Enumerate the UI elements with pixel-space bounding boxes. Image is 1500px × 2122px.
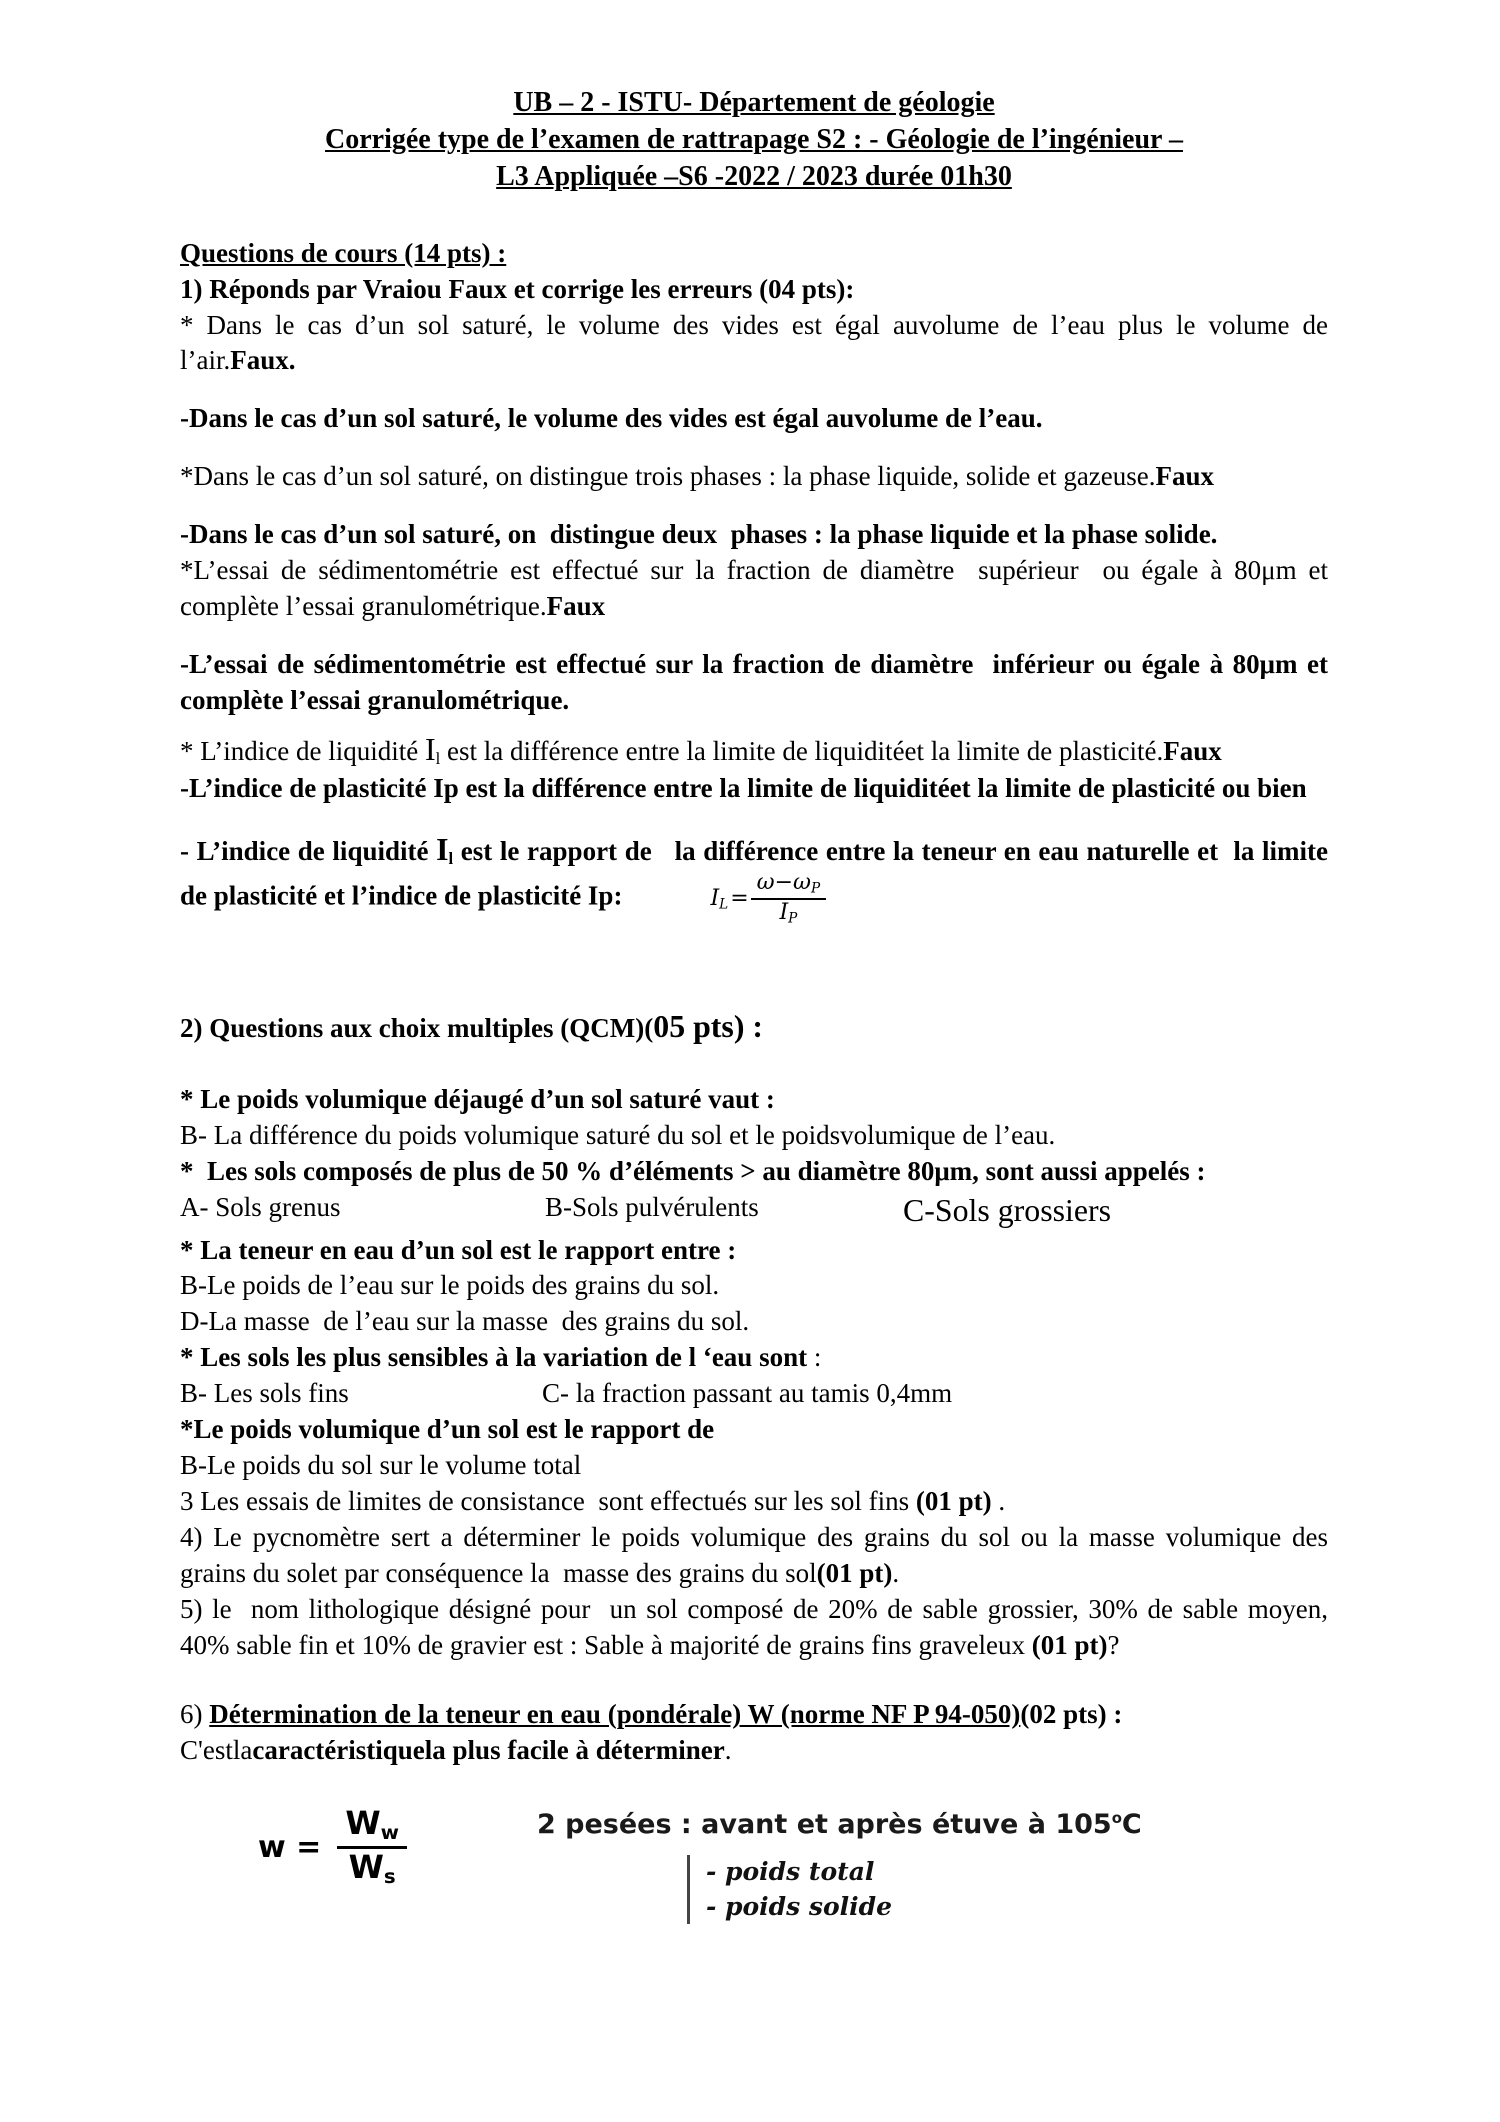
- text-run: 5) le nom lithologique désigné pour un sol composé de 20% de sable grossier, 30% de sable moyen, 40% sable fin et 10% de gravier est : Sable à majorité de grains fins graveleux: [180, 1593, 1328, 1660]
- title-line-3: L3 Appliquée –S6 -2022 / 2023 durée 01h30: [496, 161, 1012, 193]
- qcm-option: [180, 1190, 545, 1232]
- text-run: (01 pt): [915, 1485, 992, 1516]
- paragraph: [180, 308, 1328, 380]
- text-run: 6): [180, 1699, 210, 1730]
- text-run: -L’essai de sédimentométrie est effectué sur la fraction de diamètre inférieur ou égale à 80μm et complète l’essai granulométrique.: [180, 648, 1328, 715]
- paragraph: [180, 829, 1328, 926]
- text-run: (01 pt): [1031, 1629, 1108, 1660]
- text-run: * Le poids volumique déjaugé d’un sol saturé vaut :: [180, 1084, 775, 1115]
- text-run: .: [724, 1735, 732, 1766]
- paragraph: [180, 647, 1328, 719]
- paragraph: [180, 1592, 1328, 1664]
- document-header: [180, 84, 1328, 196]
- text-run: C- la fraction passant au tamis 0,4mm: [542, 1378, 953, 1409]
- text-run: * Les sols composés de plus de 50 % d’éléments > au diamètre 80μm, sont aussi appelés :: [180, 1156, 1206, 1187]
- text-run: 2) Questions aux choix multiples (QCM)(: [180, 1013, 654, 1044]
- paragraph: [180, 272, 1328, 308]
- text-run: (02 pts) :: [1020, 1699, 1123, 1730]
- qcm-option-row: [180, 1376, 1328, 1412]
- text-run: *Dans le cas d’un sol saturé, on distingue trois phases : la phase liquide, solide et gazeuse.: [180, 461, 1156, 492]
- paragraph: [180, 401, 1328, 437]
- title-line-1: UB – 2 - ISTU- Département de géologie: [513, 87, 995, 118]
- text-run: -L’indice de plasticité Ip est la différence entre la limite de liquiditéet la limite de plasticité ou bien: [180, 773, 1307, 804]
- text-run: C'estla: [180, 1735, 253, 1766]
- text-run: * Les sols les plus sensibles à la variation de l ‘eau sont: [180, 1342, 808, 1373]
- il-formula-lhs: [710, 886, 728, 911]
- paragraph: [180, 1154, 1328, 1190]
- text-run: w: [380, 1821, 399, 1845]
- text-run: C: [1121, 1809, 1142, 1841]
- text-run: *L’essai de sédimentométrie est effectué sur la fraction de diamètre supérieur ou égale à 80μm et complète l’essai granulométrique.: [180, 555, 1328, 621]
- paragraph: [180, 1697, 1328, 1733]
- text-run: P: [788, 910, 798, 927]
- text-run: -Dans le cas d’un sol saturé, le volume des vides est égal auvolume de l’eau.: [180, 403, 1043, 434]
- text-run: 1) Réponds par Vraiou Faux et corrige les erreurs (04 pts):: [180, 273, 855, 304]
- paragraph: [180, 1340, 1328, 1376]
- fraction: [751, 871, 826, 926]
- text-run: Faux.: [230, 345, 296, 376]
- text-run: :: [807, 1342, 822, 1373]
- text-run: A- Sols grenus: [180, 1192, 341, 1223]
- paragraph: [180, 1233, 1328, 1269]
- weight-items-list: [687, 1855, 1142, 1924]
- text-run: B-Sols pulvérulents: [545, 1192, 759, 1223]
- text-run: 4) Le pycnomètre sert a déterminer le poids volumique des grains du sol ou la masse volumique des grains du solet par conséquence la masse des grains du sol: [180, 1521, 1328, 1588]
- text-run: * L’indice de liquidité: [180, 735, 425, 766]
- paragraph: [180, 771, 1328, 807]
- text-run: W: [345, 1804, 381, 1843]
- text-run: *Le poids volumique d’un sol est le rapport de: [180, 1414, 715, 1445]
- text-run: B- La différence du poids volumique saturé du sol et le poidsvolumique de l’eau.: [180, 1120, 1056, 1151]
- text-run: l: [448, 849, 454, 869]
- text-run: C-Sols grossiers: [903, 1193, 1111, 1229]
- text-run: - L’indice de liquidité: [180, 835, 437, 866]
- qcm-option: [542, 1376, 952, 1412]
- qcm-option-row: [180, 1190, 1328, 1232]
- text-run: * Dans le cas d’un sol saturé, le volume des vides est égal auvolume de l’eau plus le volume de l’air.: [180, 309, 1328, 376]
- title-line-2: Corrigée type de l’examen de rattrapage S2 : - Géologie de l’ingénieur –: [325, 124, 1183, 156]
- text-run: W: [348, 1848, 384, 1887]
- text-run: L: [719, 896, 729, 913]
- paragraph: [180, 236, 1328, 272]
- text-run: B- Les sols fins: [180, 1378, 349, 1409]
- paragraph: [180, 1082, 1328, 1118]
- text-run: =: [285, 1829, 322, 1865]
- w-equation-lhs: [258, 1828, 321, 1868]
- equals-sign: =: [730, 885, 749, 911]
- text-run: est la différence entre la limite de liquiditéet la limite de plasticité.: [440, 735, 1164, 766]
- weighing-note: [537, 1807, 1142, 1843]
- weight-item: [706, 1855, 1142, 1888]
- text-run: l: [435, 748, 441, 768]
- paragraph: [180, 1304, 1328, 1340]
- text-run: w: [258, 1829, 286, 1865]
- paragraph: [180, 1268, 1328, 1304]
- text-run: Faux: [1155, 461, 1215, 492]
- text-run: 3 Les essais de limites de consistance sont effectués sur les sol fins: [180, 1485, 916, 1516]
- paragraph: [180, 1520, 1328, 1592]
- document-body: [180, 236, 1328, 1926]
- text-run: Faux: [1163, 735, 1222, 766]
- paragraph: [180, 1484, 1328, 1520]
- qcm-option: [545, 1190, 903, 1232]
- text-run: - poids total: [705, 1857, 875, 1887]
- text-run: Détermination de la teneur en eau (pondérale) W (norme NF P 94-050): [209, 1699, 1021, 1730]
- qcm-option: [903, 1190, 1111, 1232]
- paragraph: [180, 517, 1328, 553]
- text-run: I: [710, 885, 720, 911]
- qcm-option: [180, 1376, 542, 1412]
- w-equation: [258, 1804, 407, 1888]
- text-run: .: [892, 1557, 900, 1588]
- text-run: est le rapport de la différence entre la teneur en eau naturelle et la limite de plasticité et l’indice de plasticité Ip:: [180, 835, 1328, 911]
- paragraph: [180, 553, 1328, 625]
- paragraph: [180, 1412, 1328, 1448]
- text-run: ?: [1107, 1629, 1120, 1660]
- paragraph: [180, 1118, 1328, 1154]
- text-run: Questions de cours (14 pts) :: [180, 237, 507, 268]
- text-run: .: [991, 1485, 1006, 1516]
- w-equation-annotation: [537, 1807, 1142, 1925]
- text-run: I: [424, 731, 436, 767]
- text-run: caractéristiquela plus facile à déterminer: [252, 1735, 725, 1766]
- liquidity-index-formula: [710, 871, 826, 926]
- paragraph: [180, 1733, 1328, 1769]
- text-run: (01 pt): [816, 1557, 893, 1588]
- paragraph: [180, 729, 1328, 771]
- text-run: I: [436, 831, 449, 867]
- paragraph: [180, 1448, 1328, 1484]
- text-run: I: [779, 899, 789, 925]
- text-run: 2 pesées : avant et après étuve à 105: [536, 1809, 1112, 1841]
- text-run: s: [383, 1864, 396, 1888]
- text-run: ω−ω: [756, 870, 811, 896]
- text-run: B-Le poids de l’eau sur le poids des grains du sol.: [180, 1270, 720, 1301]
- text-run: B-Le poids du sol sur le volume total: [180, 1449, 582, 1480]
- text-run: * La teneur en eau d’un sol est le rapport entre :: [180, 1234, 737, 1265]
- text-run: o: [1111, 1809, 1122, 1828]
- text-run: -Dans le cas d’un sol saturé, on distingue deux phases : la phase liquide et la phase solide.: [180, 519, 1218, 550]
- text-run: - poids solide: [705, 1892, 893, 1922]
- weight-item: [706, 1890, 1142, 1923]
- water-content-formula-figure: [258, 1804, 1328, 1925]
- paragraph: [180, 1006, 1328, 1048]
- text-run: D-La masse de l’eau sur la masse des grains du sol.: [180, 1306, 750, 1337]
- text-run: 05 pts) :: [653, 1009, 764, 1045]
- text-run: P: [810, 880, 821, 897]
- fraction: [337, 1804, 407, 1888]
- paragraph: [180, 459, 1328, 495]
- text-run: Faux: [546, 590, 606, 621]
